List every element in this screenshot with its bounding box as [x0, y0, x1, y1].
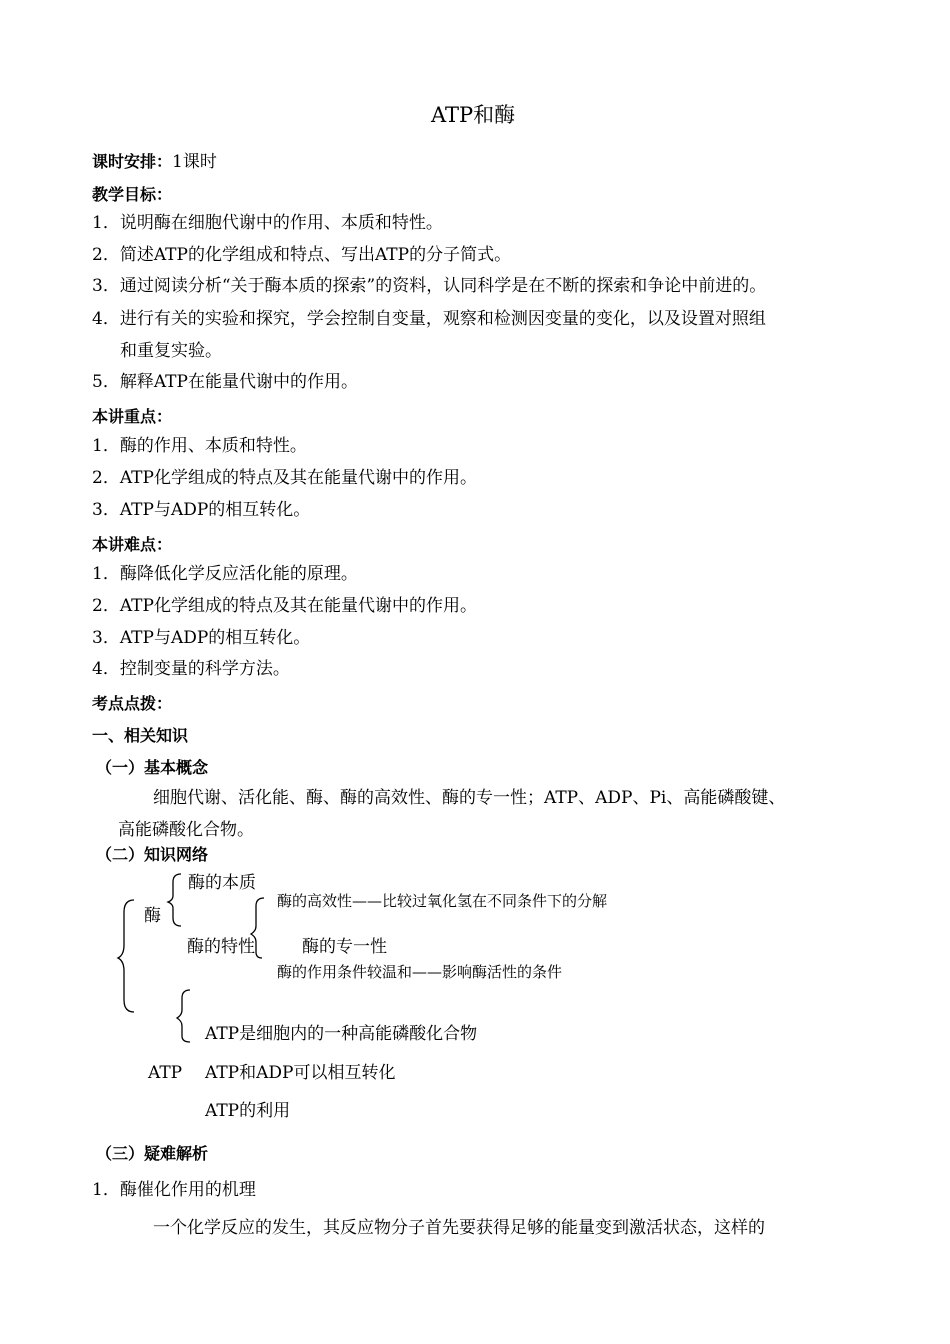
key-point-item: 3．ATP与ADP的相互转化。	[92, 500, 311, 520]
node-essence: 酶的本质	[188, 873, 256, 893]
subsection-heading: （一）基本概念	[96, 758, 209, 777]
objective-item: 5．解释ATP在能量代谢中的作用。	[92, 372, 358, 392]
objective-item: 1．说明酶在细胞代谢中的作用、本质和特性。	[92, 213, 443, 233]
node-conditions: 酶的作用条件较温和——影响酶活性的条件	[277, 963, 563, 981]
objective-item: 4．进行有关的实验和探究，学会控制自变量，观察和检测因变量的变化，以及设置对照组	[92, 309, 766, 329]
difficult-point-item: 3．ATP与ADP的相互转化。	[92, 628, 311, 648]
subsection-heading: （二）知识网络	[96, 845, 209, 864]
node-atp-item: ATP的利用	[205, 1101, 291, 1121]
node-atp-item: ATP是细胞内的一种高能磷酸化合物	[205, 1024, 478, 1044]
atp-brace	[177, 990, 190, 1042]
node-properties: 酶的特性	[187, 937, 255, 957]
page-title: ATP和酶	[431, 103, 516, 127]
subsection-heading: （三）疑难解析	[96, 1144, 209, 1163]
key-point-item: 2．ATP化学组成的特点及其在能量代谢中的作用。	[92, 468, 477, 488]
concepts-line: 细胞代谢、活化能、酶、酶的高效性、酶的专一性；ATP、ADP、Pi、高能磷酸键、	[153, 788, 786, 808]
objectives-heading: 教学目标：	[92, 185, 173, 204]
enzyme-brace	[168, 874, 181, 926]
analysis-paragraph: 一个化学反应的发生，其反应物分子首先要获得足够的能量变到激活状态，这样的	[153, 1218, 765, 1238]
analysis-item: 1．酶催化作用的机理	[92, 1180, 256, 1200]
section-heading: 一、相关知识	[92, 726, 189, 745]
node-specificity: 酶的专一性	[302, 937, 387, 957]
node-atp-item: ATP和ADP可以相互转化	[205, 1063, 396, 1083]
outer-brace	[118, 900, 134, 1012]
difficult-point-item: 2．ATP化学组成的特点及其在能量代谢中的作用。	[92, 596, 477, 616]
schedule-label: 课时安排：	[92, 152, 173, 171]
difficult-point-item: 4．控制变量的科学方法。	[92, 659, 290, 679]
objective-item: 2．简述ATP的化学组成和特点、写出ATP的分子简式。	[92, 245, 512, 265]
node-atp: ATP	[148, 1063, 183, 1083]
objective-item-continued: 和重复实验。	[120, 341, 222, 361]
node-efficiency: 酶的高效性——比较过氧化氢在不同条件下的分解	[277, 892, 608, 910]
objective-item: 3．通过阅读分析“关于酶本质的探索”的资料，认同科学是在不断的探索和争论中前进的。	[92, 276, 767, 296]
key-points-heading: 本讲重点：	[92, 407, 173, 426]
node-enzyme: 酶	[144, 906, 161, 926]
difficult-points-heading: 本讲难点：	[92, 535, 173, 554]
key-point-item: 1．酶的作用、本质和特性。	[92, 436, 307, 456]
difficult-point-item: 1．酶降低化学反应活化能的原理。	[92, 564, 358, 584]
schedule-value: 1课时	[172, 152, 217, 172]
concepts-line: 高能磷酸化合物。	[118, 820, 254, 840]
exam-points-heading: 考点点拨：	[92, 694, 173, 713]
